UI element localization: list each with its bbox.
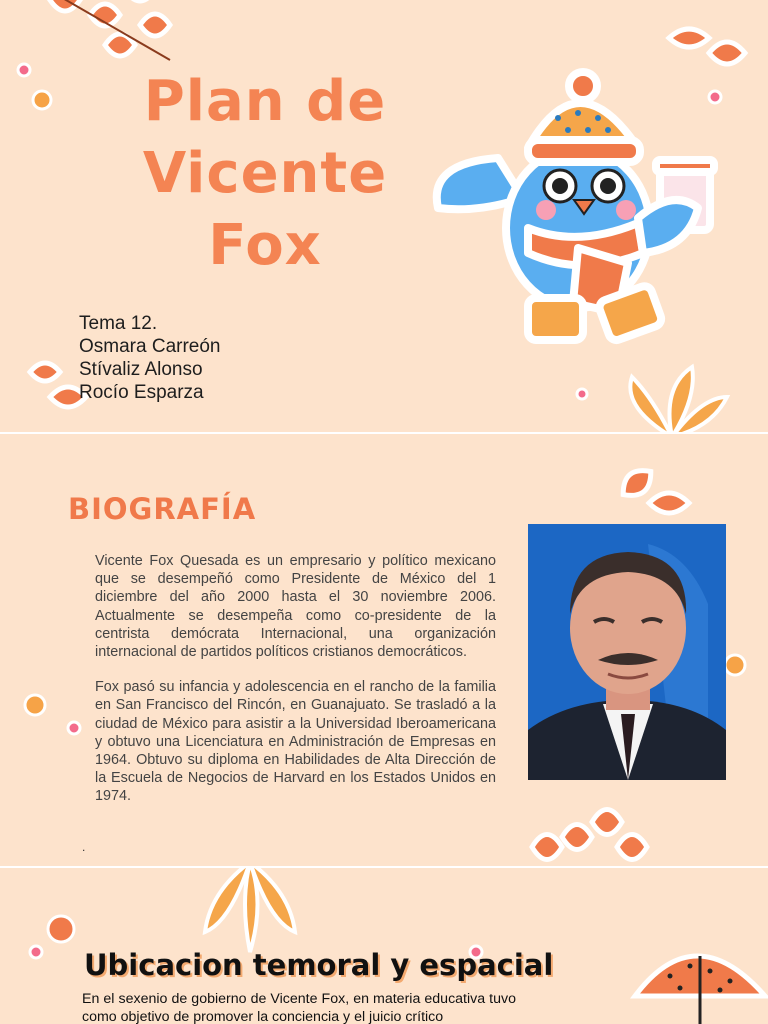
section-heading: Ubicacion temoral y espacial — [84, 948, 554, 982]
location-slide — [0, 868, 768, 1024]
leaf-branch-icon — [614, 458, 704, 528]
leaf-branch-icon — [522, 792, 662, 866]
leaf-branch-icon — [30, 0, 180, 75]
title-slide — [0, 0, 768, 432]
pink-dot-icon — [574, 386, 590, 402]
pink-dot-icon — [16, 62, 32, 78]
umbrella-icon — [630, 926, 768, 1024]
title-line: Vicente — [142, 141, 388, 206]
orange-dot-icon — [30, 88, 54, 112]
section-body-text: En el sexenio de gobierno de Vicente Fox, en materia educativa tuvo como objetivo de promover la conciencia y el juicio crítico — [82, 991, 516, 1024]
author-name: Rocío Esparza — [79, 382, 204, 403]
biography-heading: BIOGRAFÍA — [68, 492, 257, 526]
orange-dot-icon — [22, 692, 48, 718]
author-name: Stívaliz Alonso — [79, 359, 203, 380]
title-line: Plan de — [143, 69, 387, 134]
biography-paragraph: Vicente Fox Quesada es un empresario y político mexicano que se desempeñó como Presidente de México del 1 diciembre del año 2000 hasta el 30 noviembre 2006. Actualmente se desempeña como co-presidente de la centrista demócrata Internacional, una organización internacional de partidos políticos cristianos democráticos. — [95, 553, 496, 661]
portrait-photo-icon — [528, 524, 726, 780]
pink-dot-icon — [26, 942, 46, 962]
biography-paragraph: Fox pasó su infancia y adolescencia en el rancho de la familia en San Francisco del Rincón, en Guanajuato. Se trasladó a la ciudad de México para asistir a la Universidad Iberoamericana y obtuvo una Licenciatura en Administración de Empresas en 1964. Obtuvo su diploma en Habilidades de Alta Dirección de la Escuela de Negocios de Harvard en los Estados Unidos en 1974. — [95, 679, 496, 805]
biography-text — [95, 552, 496, 823]
author-list — [79, 312, 221, 404]
fern-leaf-icon — [200, 868, 300, 958]
bird-in-beanie-with-coffee-icon — [428, 68, 738, 353]
pink-dot-icon — [64, 718, 84, 738]
presentation-title — [120, 66, 410, 282]
biography-slide — [0, 434, 768, 866]
trailing-text: . — [82, 840, 86, 854]
fern-leaf-icon — [612, 362, 732, 432]
orange-dot-icon — [44, 912, 78, 946]
title-line: Fox — [208, 213, 322, 278]
topic-label: Tema 12. — [79, 313, 158, 334]
author-name: Osmara Carreón — [79, 336, 221, 357]
